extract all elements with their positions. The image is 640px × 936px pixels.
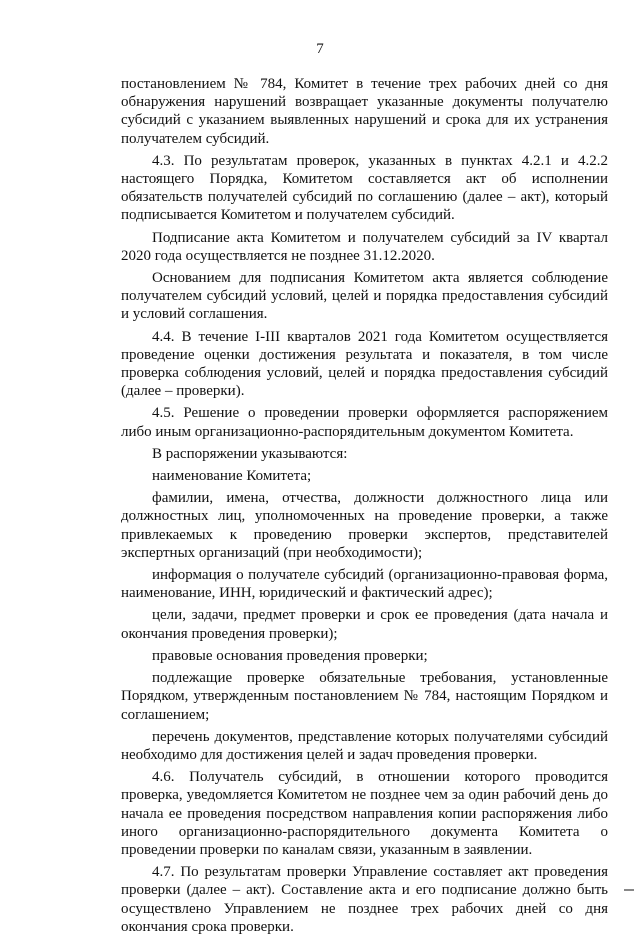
paragraph: подлежащие проверке обязательные требования, установленные Порядком, утвержденным постановлением № 784, настоящим Порядком и соглашением; <box>121 670 608 723</box>
paragraph: перечень документов, представление которых получателями субсидий необходимо для достижения целей и задач проведения проверки. <box>121 728 608 763</box>
paragraph: 4.3. По результатам проверок, указанных в пунктах 4.2.1 и 4.2.2 настоящего Порядка, Комитетом составляется акт об исполнении обязательств получателей субсидий по соглашению (далее – акт), который подписывается Комитетом и получателем субсидий. <box>121 152 608 224</box>
paragraph: цели, задачи, предмет проверки и срок ее проведения (дата начала и окончания проведения проверки); <box>121 607 608 642</box>
paragraph: 4.4. В течение I-III кварталов 2021 года Комитетом осуществляется проведение оценки достижения результата и показателя, в том числе проверка соблюдения условий, целей и порядка предоставления субсидий (далее – проверки). <box>121 328 608 400</box>
paragraph: 4.6. Получатель субсидий, в отношении которого проводится проверка, уведомляется Комитетом не позднее чем за один рабочий день до начала ее проведения посредством направления копии распоряжения либо иного организационно-распорядительного документа Комитета о проведении проверки по каналам связи, указанным в заявлении. <box>121 769 608 858</box>
paragraph: В распоряжении указываются: <box>152 445 348 462</box>
paragraph: Основанием для подписания Комитетом акта является соблюдение получателем субсидий условий, целей и порядка предоставления субсидий и условий соглашения. <box>121 270 608 323</box>
paragraph: правовые основания проведения проверки; <box>152 647 428 664</box>
paragraph: фамилии, имена, отчества, должности должностного лица или должностных лиц, уполномоченных на проведение проверки, а также привлекаемых к проведению проверки экспертов, представителей экспертных организаций (при необходимости); <box>121 490 608 561</box>
paragraph: 4.7. По результатам проверки Управление составляет акт проведения проверки (далее – акт). Составление акта и его подписание должно быть осуществлено Управлением не позднее трех рабочих дней со дня окончания срока проверки. <box>121 864 608 935</box>
paragraph: информация о получателе субсидий (организационно-правовая форма, наименование, ИНН, юридический и фактический адрес); <box>121 567 608 602</box>
paragraph: наименование Комитета; <box>152 468 312 485</box>
paragraph: постановлением № 784, Комитет в течение трех рабочих дней со дня обнаружения нарушений возвращает указанные документы получателю субсидий с указанием выявленных нарушений и срока для их устранения получателем субсидий. <box>121 76 608 147</box>
scan-mark <box>624 889 634 891</box>
paragraph: Подписание акта Комитетом и получателем субсидий за IV квартал 2020 года осуществляется не позднее 31.12.2020. <box>121 229 608 264</box>
page-number: 7 <box>316 41 324 57</box>
paragraph: 4.5. Решение о проведении проверки оформляется распоряжением либо иным организационно-распорядительным документом Комитета. <box>121 405 608 440</box>
document-body <box>121 75 608 936</box>
